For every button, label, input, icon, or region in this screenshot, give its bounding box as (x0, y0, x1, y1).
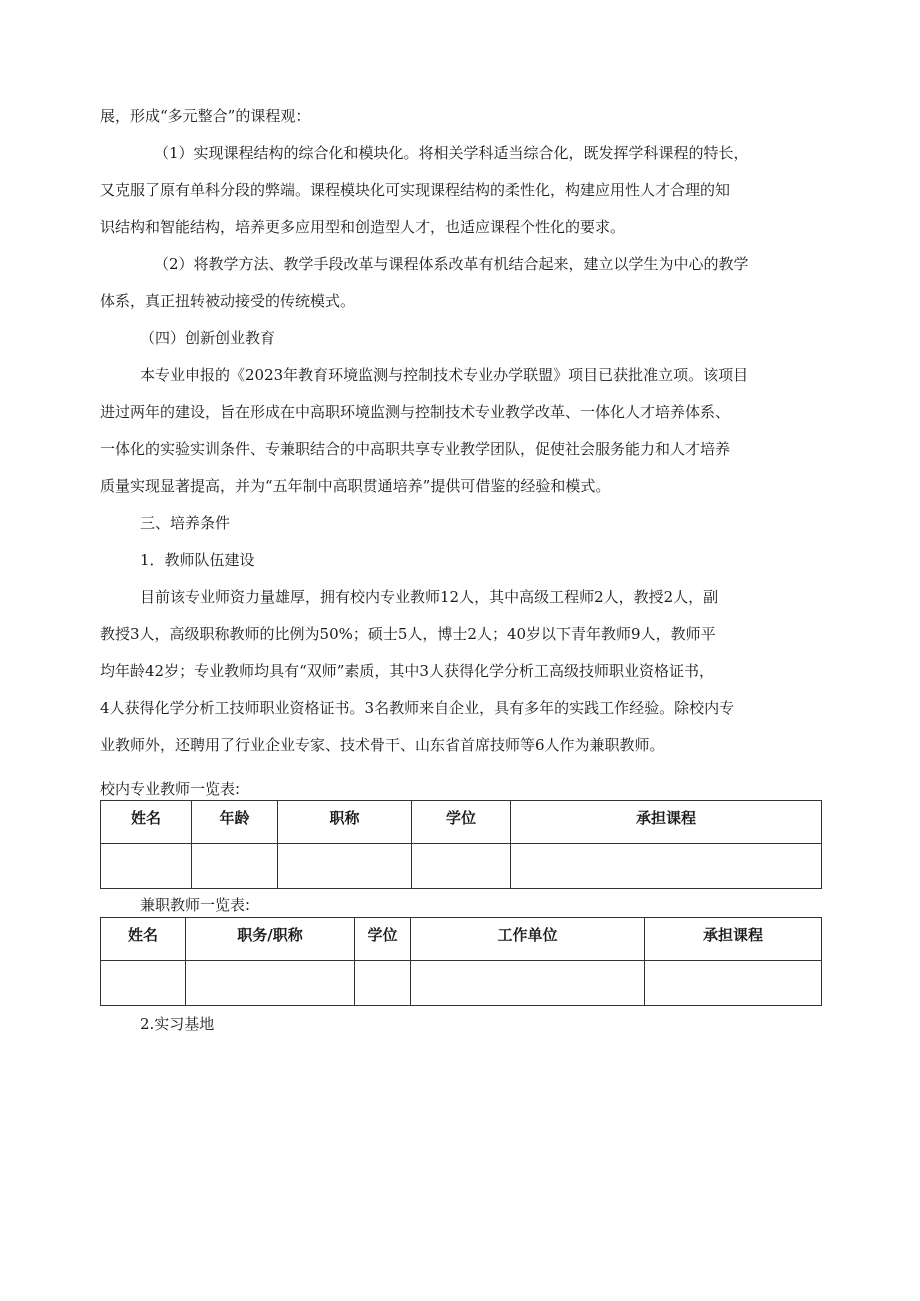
table-cell[interactable] (511, 844, 822, 889)
heading-internship-base: 2.实习基地 (140, 1015, 215, 1033)
column-header: 年龄 (192, 801, 278, 844)
paragraph-alliance-line-3: 一体化的实验实训条件、专兼职结合的中高职共享专业教学团队，促使社会服务能力和人才培养 (100, 440, 731, 458)
table-row (101, 844, 822, 889)
paragraph-faculty-line-2: 教授3人，高级职称教师的比例为50%；硕士5人，博士2人；40岁以下青年教师9人，教师平 (100, 625, 716, 643)
table-caption-part-time-teachers: 兼职教师一览表: (140, 896, 251, 914)
paragraph-faculty-line-3: 均年龄42岁；专业教师均具有“双师”素质，其中3人获得化学分析工高级技师职业资格证书， (100, 662, 714, 680)
column-header: 承担课程 (645, 918, 822, 961)
paragraph-item-2-line-1: （2）将教学方法、教学手段改革与课程体系改革有机结合起来，建立以学生为中心的教学 (154, 255, 749, 273)
table-cell[interactable] (645, 961, 822, 1006)
column-header: 学位 (412, 801, 511, 844)
paragraph-faculty-line-4: 4人获得化学分析工技师职业资格证书。3名教师来自企业，具有多年的实践工作经验。除校内专 (100, 699, 735, 717)
table-cell[interactable] (411, 961, 645, 1006)
paragraph-item-1-line-1: （1）实现课程结构的综合化和模块化。将相关学科适当综合化，既发挥学科课程的特长， (154, 144, 749, 162)
table-caption-internal-teachers: 校内专业教师一览表: (100, 780, 241, 798)
column-header: 学位 (355, 918, 411, 961)
table-cell[interactable] (412, 844, 511, 889)
table-cell[interactable] (186, 961, 355, 1006)
paragraph-faculty-line-1: 目前该专业师资力量雄厚，拥有校内专业教师12人，其中高级工程师2人，教授2人，副 (140, 588, 719, 606)
column-header: 职务/职称 (186, 918, 355, 961)
heading-innovation-education: （四）创新创业教育 (140, 329, 276, 347)
paragraph-alliance-line-1: 本专业申报的《2023年教育环境监测与控制技术专业办学联盟》项目已获批准立项。该项目 (140, 366, 749, 384)
table-row (101, 961, 822, 1006)
column-header: 姓名 (101, 801, 192, 844)
column-header: 工作单位 (411, 918, 645, 961)
paragraph-faculty-line-5: 业教师外，还聘用了行业企业专家、技术骨干、山东省首席技师等6人作为兼职教师。 (100, 736, 665, 754)
heading-training-conditions: 三、培养条件 (140, 514, 231, 532)
column-header: 承担课程 (511, 801, 822, 844)
paragraph-item-1-line-3: 识结构和智能结构，培养更多应用型和创造型人才，也适应课程个性化的要求。 (100, 218, 626, 236)
table-cell[interactable] (278, 844, 412, 889)
heading-faculty-construction: 1．教师队伍建设 (140, 551, 255, 569)
paragraph-alliance-line-4: 质量实现显著提高，并为“五年制中高职贯通培养”提供可借鉴的经验和模式。 (100, 477, 611, 495)
table-cell[interactable] (192, 844, 278, 889)
table-cell[interactable] (101, 844, 192, 889)
paragraph-alliance-line-2: 进过两年的建设，旨在形成在中高职环境监测与控制技术专业教学改革、一体化人才培养体系、 (100, 403, 731, 421)
paragraph-course-view: 展，形成“多元整合”的课程观： (100, 107, 311, 125)
table-header-row (101, 918, 822, 961)
part-time-teachers-table (100, 917, 822, 1006)
table-header-row (101, 801, 822, 844)
internal-teachers-table (100, 800, 822, 889)
table-cell[interactable] (101, 961, 186, 1006)
table-cell[interactable] (355, 961, 411, 1006)
column-header: 姓名 (101, 918, 186, 961)
paragraph-item-1-line-2: 又克服了原有单科分段的弊端。课程模块化可实现课程结构的柔性化，构建应用性人才合理的知 (100, 181, 731, 199)
paragraph-item-2-line-2: 体系，真正扭转被动接受的传统模式。 (100, 292, 356, 310)
column-header: 职称 (278, 801, 412, 844)
